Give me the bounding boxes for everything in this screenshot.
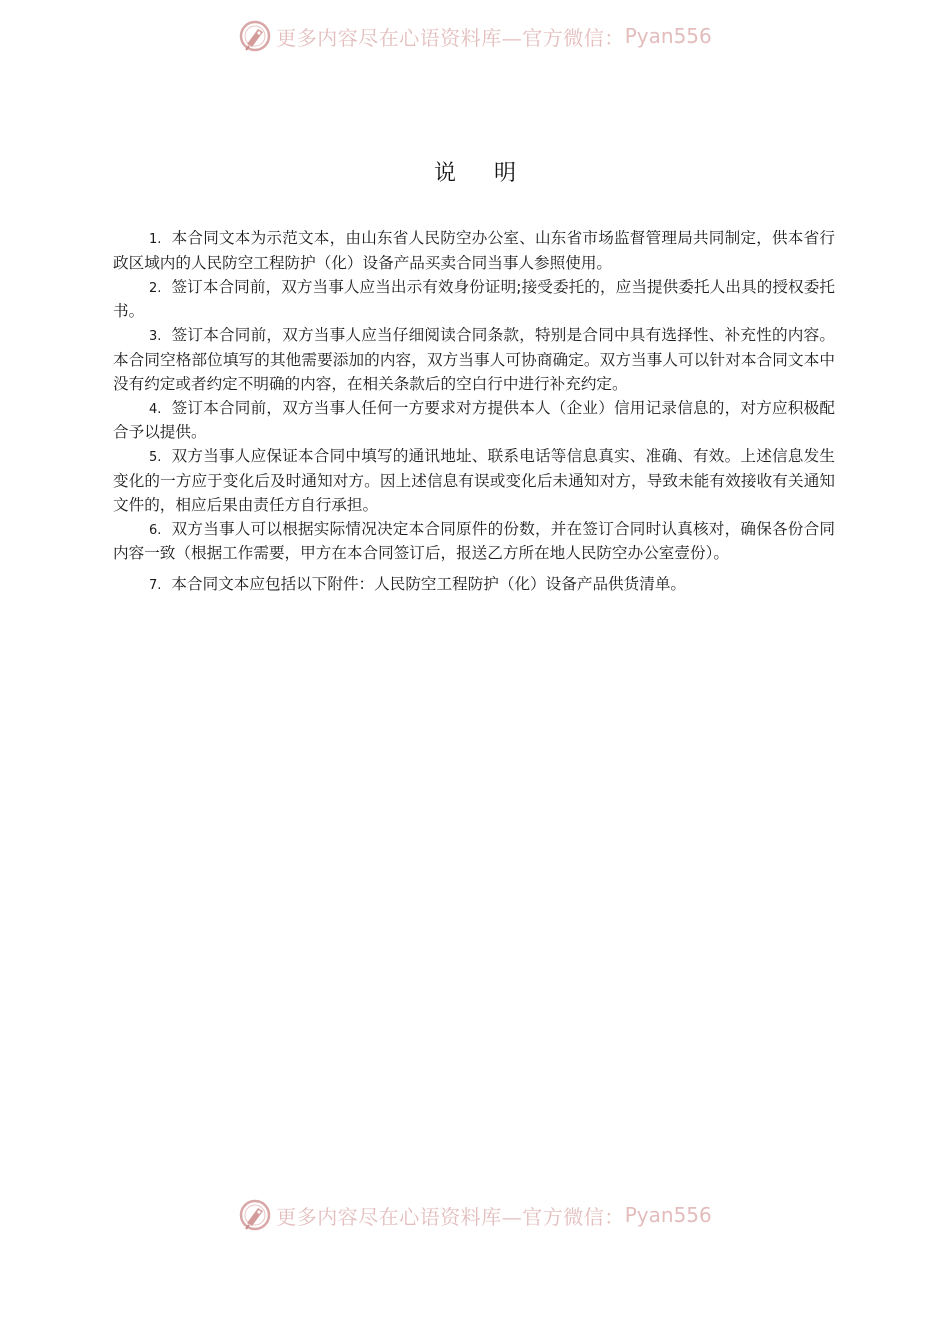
document-title: 说明 <box>433 161 554 186</box>
document-body <box>113 227 835 598</box>
item-text: 签订本合同前，双方当事人任何一方要求对方提供本人（企业）信用记录信息的，对方应积极配合予以提供。 <box>113 398 835 442</box>
list-item <box>113 397 835 446</box>
item-text: 签订本合同前，双方当事人应当出示有效身份证明;接受委托的，应当提供委托人出具的授权委托书。 <box>113 277 835 321</box>
list-item <box>113 324 835 396</box>
watermark-text: 更多内容尽在心语资料库—官方微信： <box>276 1204 625 1229</box>
item-number: 4. <box>149 401 162 417</box>
footer-watermark <box>0 1195 950 1235</box>
item-number: 2. <box>149 280 162 296</box>
item-number: 7. <box>149 578 162 594</box>
item-number: 6. <box>149 522 162 538</box>
list-item <box>113 573 835 598</box>
list-item <box>113 518 835 567</box>
item-text: 本合同文本为示范文本，由山东省人民防空办公室、山东省市场监督管理局共同制定，供本省行政区域内的人民防空工程防护（化）设备产品买卖合同当事人参照使用。 <box>113 229 835 272</box>
item-text: 签订本合同前，双方当事人应当仔细阅读合同条款，特别是合同中具有选择性、补充性的内容。本合同空格部位填写的其他需要添加的内容，双方当事人可协商确定。双方当事人可以针对本合同文本中没有约定或者约定不明确的内容，在相关条款后的空白行中进行补充约定。 <box>113 326 835 393</box>
item-number: 3. <box>149 329 162 345</box>
pen-nib-logo-icon <box>238 19 272 53</box>
item-text: 双方当事人应保证本合同中填写的通讯地址、联系电话等信息真实、准确、有效。上述信息发生变化的一方应于变化后及时通知对方。因上述信息有误或变化后未通知对方，导致未能有效接收有关通知文件的，相应后果由责任方自行承担。 <box>113 447 835 514</box>
item-number: 5. <box>149 450 162 466</box>
watermark-text: 更多内容尽在心语资料库—官方微信： <box>276 25 625 50</box>
item-number: 1. <box>149 232 162 247</box>
list-item <box>113 227 835 276</box>
item-text: 双方当事人可以根据实际情况决定本合同原件的份数，并在签订合同时认真核对，确保各份合同内容一致（根据工作需要，甲方在本合同签订后，报送乙方所在地人民防空办公室壹份）。 <box>113 519 835 563</box>
watermark-wechat-id: Pyan556 <box>624 1203 712 1227</box>
watermark-wechat-id: Pyan556 <box>624 24 712 48</box>
header-watermark <box>0 16 950 56</box>
pen-nib-logo-icon <box>238 1198 272 1232</box>
list-item <box>113 276 835 325</box>
list-item <box>113 445 835 517</box>
item-text: 本合同文本应包括以下附件：人民防空工程防护（化）设备产品供货清单。 <box>171 575 687 594</box>
